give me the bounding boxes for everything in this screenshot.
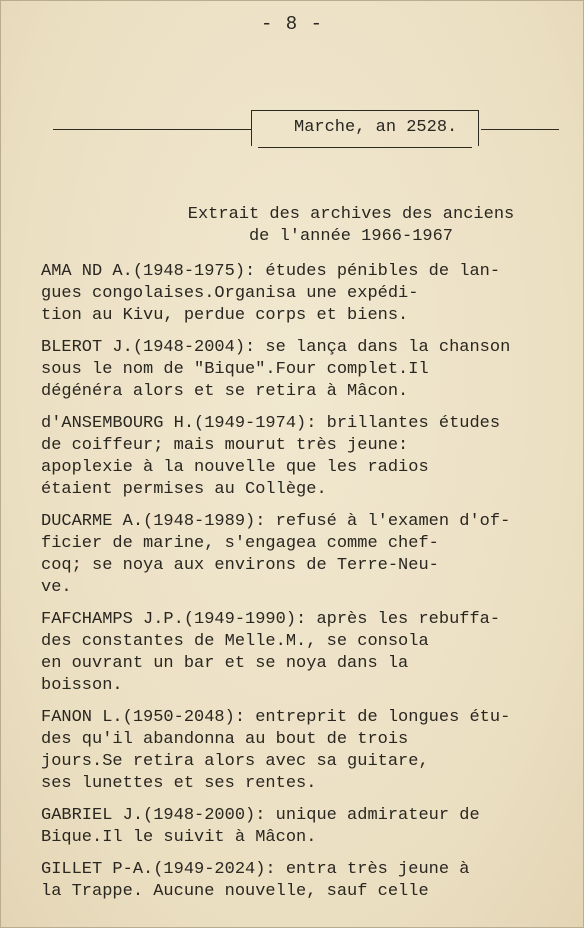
entry-line: boisson. (41, 676, 123, 695)
entry-line: jours.Se retira alors avec sa guitare, (41, 752, 429, 771)
entry-line: AMA ND A.(1948-1975): études pénibles de lan- (41, 262, 501, 281)
entry-line: Bique.Il le suivit à Mâcon. (41, 828, 317, 847)
heading-line-2: de l'année 1966-1967 (248, 227, 454, 246)
entry-line: GILLET P-A.(1949-2024): entra très jeune à (41, 860, 470, 879)
entry-fanon (41, 707, 571, 795)
entry-line: coq; se noya aux environs de Terre-Neu- (41, 556, 439, 575)
entry-line: de coiffeur; mais mourut très jeune: (41, 436, 409, 455)
entry-line: ve. (41, 578, 72, 597)
header-rule-left (53, 129, 251, 130)
entry-line: en ouvrant un bar et se noya dans la (41, 654, 409, 673)
entry-ansembourg (41, 413, 571, 501)
entry-line: GABRIEL J.(1948-2000): unique admirateur de (41, 806, 480, 825)
place-date: Marche, an 2528. (294, 118, 458, 137)
entry-line: des constantes de Melle.M., se consola (41, 632, 429, 651)
entry-amand (41, 261, 571, 327)
archive-heading (151, 204, 551, 248)
entry-blerot (41, 337, 571, 403)
entry-line: d'ANSEMBOURG H.(1949-1974): brillantes études (41, 414, 501, 433)
heading-line-1: Extrait des archives des anciens (187, 205, 515, 224)
entry-line: la Trappe. Aucune nouvelle, sauf celle (41, 882, 429, 901)
entry-fafchamps (41, 609, 571, 697)
entries-list (41, 261, 571, 913)
entry-line: gues congolaises.Organisa une expédi- (41, 284, 419, 303)
entry-line: tion au Kivu, perdue corps et biens. (41, 306, 409, 325)
place-date-box (251, 110, 479, 146)
entry-line: dégénéra alors et se retira à Mâcon. (41, 382, 409, 401)
entry-line: ficier de marine, s'engagea comme chef- (41, 534, 439, 553)
entry-line: sous le nom de "Bique".Four complet.Il (41, 360, 429, 379)
entry-line: étaient permises au Collège. (41, 480, 327, 499)
entry-line: apoplexie à la nouvelle que les radios (41, 458, 429, 477)
entry-gabriel (41, 805, 571, 849)
entry-ducarme (41, 511, 571, 599)
entry-line: des qu'il abandonna au bout de trois (41, 730, 409, 749)
entry-line: FANON L.(1950-2048): entreprit de longues étu- (41, 708, 511, 727)
entry-line: FAFCHAMPS J.P.(1949-1990): après les rebuffa- (41, 610, 501, 629)
entry-line: BLEROT J.(1948-2004): se lança dans la chanson (41, 338, 511, 357)
page-number: - 8 - (260, 13, 323, 35)
entry-line: DUCARME A.(1948-1989): refusé à l'examen d'of- (41, 512, 511, 531)
entry-gillet (41, 859, 571, 903)
entry-line: ses lunettes et ses rentes. (41, 774, 317, 793)
header-rule-right (481, 129, 559, 130)
